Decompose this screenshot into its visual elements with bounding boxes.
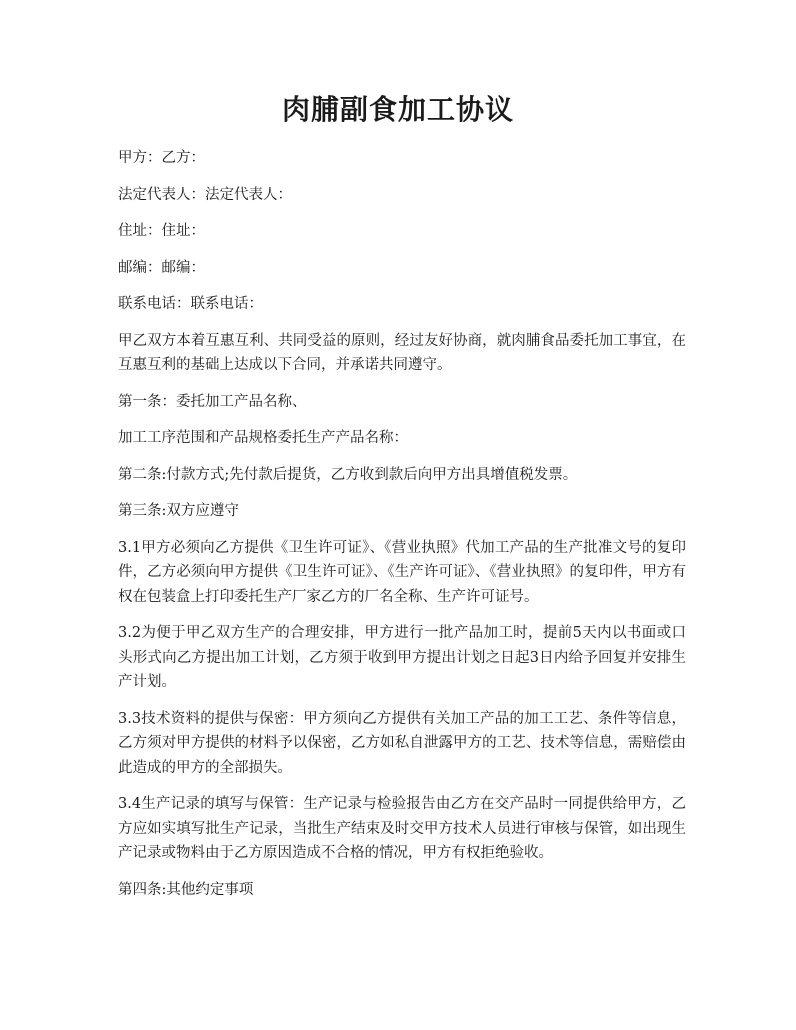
- address-line: 住址：住址：: [118, 223, 205, 239]
- postcode-line: 邮编：邮编：: [118, 259, 205, 276]
- legal-representative-line: 法定代表人：法定代表人：: [118, 186, 292, 203]
- clause-3-2: 3.2为便于甲乙双方生产的合理安排，甲方进行一批产品加工时，提前5天内以书面或口头形式向乙方提出加工计划，乙方须于收到甲方提出计划之日起3日内给予回复并安排生产计划。: [118, 625, 686, 690]
- document-title: 肉脯副食加工协议: [281, 93, 514, 126]
- preamble-paragraph: 甲乙双方本着互惠互利、共同受益的原则，经过友好协商，就肉脯食品委托加工事宜，在互惠互利的基础上达成以下合同，并承诺共同遵守。: [118, 332, 686, 373]
- article-3-heading: 第三条:双方应遵守: [118, 503, 239, 519]
- party-line: 甲方：乙方：: [118, 150, 205, 166]
- article-4-heading: 第四条:其他约定事项: [118, 881, 254, 898]
- clause-3-4: 3.4生产记录的填写与保管：生产记录与检验报告由乙方在交产品时一同提供给甲方，乙方应如实填写批生产记录，当批生产结束及时交甲方技术人员进行审核与保管，如出现生产记录或物料由于乙方原因造成不合格的情况，甲方有权拒绝验收。: [118, 796, 686, 861]
- article-1-heading: 第一条：委托加工产品名称、: [118, 393, 307, 410]
- article-2-payment: 第二条:付款方式;先付款后提货，乙方收到款后向甲方出具增值税发票。: [118, 466, 578, 483]
- document-body: [118, 146, 686, 914]
- clause-3-1: 3.1甲方必须向乙方提供《卫生许可证》、《营业执照》代加工产品的生产批准文号的复印件，乙方必须向甲方提供《卫生许可证》、《生产许可证》、《营业执照》的复印件，甲方有权在包装盒上打印委托生产厂家乙方的厂名全称、生产许可证号。: [118, 539, 686, 605]
- article-1-content: 加工工序范围和产品规格委托生产产品名称：: [118, 430, 408, 446]
- clause-3-3: 3.3技术资料的提供与保密：甲方须向乙方提供有关加工产品的加工工艺、条件等信息，乙方须对甲方提供的材料予以保密，乙方如私自泄露甲方的工艺、技术等信息，需赔偿由此造成的甲方的全部损失。: [118, 710, 686, 776]
- phone-line: 联系电话：联系电话：: [118, 296, 263, 312]
